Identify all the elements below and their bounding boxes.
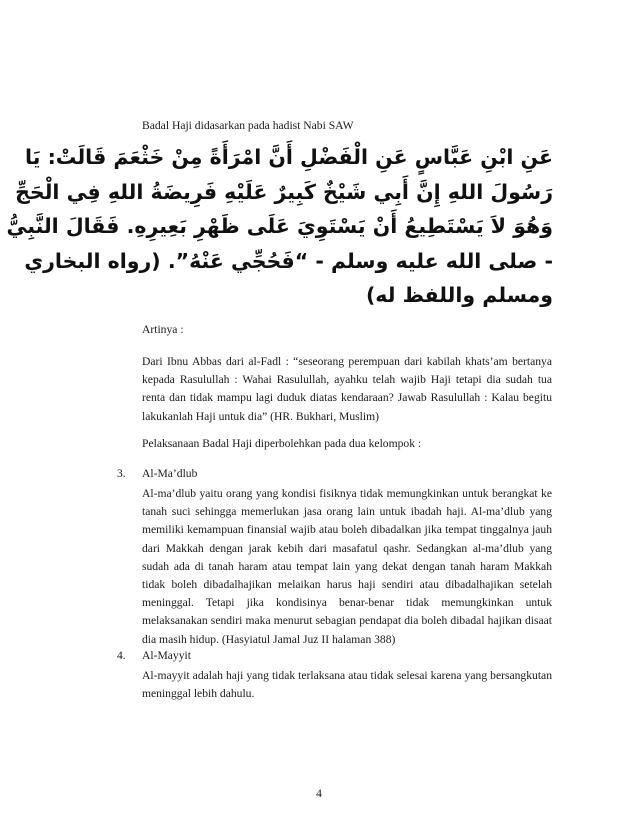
list-number: 4. <box>117 649 126 662</box>
page-number: 4 <box>316 787 322 800</box>
pelaksanaan-text: Pelaksanaan Badal Haji diperbolehkan pada dua kelompok : <box>142 437 422 450</box>
arabic-line: رَسُولَ اللهِ إِنَّ أَبِي شَيْخٌ كَبِيرٌ عَلَيْهِ فَرِيضَةُ اللهِ فِي الْحَجِّ <box>15 179 553 204</box>
arabic-line: وَهُوَ لاَ يَسْتَطِيعُ أَنْ يَسْتَوِيَ عَلَى ظَهْرِ بَعِيرِهِ. فَقَالَ النَّبِيُّ <box>6 214 553 238</box>
arabic-line: - صلى الله عليه وسلم - “فَحُجِّي عَنْهُ”. (رواه البخاري <box>24 248 553 273</box>
list-item-body: Al-ma’dlub yaitu orang yang kondisi fisiknya tidak memungkinkan untuk berangkat ke tanah suci sehingga memerlukan jasa orang lain untuk ibadah haji. Al-ma’dlub yang memiliki kemampuan finansial wajib atau boleh dibadalkan jika tempat tinggalnya jauh dari Makkah dengan jarak kebih dari masafatul qashr. Sedangkan al-ma’dlub yang sudah ada di tanah haram atau tempat lain yang dekat dengan tanah haram Makkah tidak boleh dibadalhajikan melaikan harus haji sendiri atau dibadalhajikan setelah meninggal. Tetapi jika kondisinya benar-benar tidak memungkinkan untuk melaksanakan sendiri maka menurut sebagian pendapat dia boleh dibadal hajikan disaat dia masih hidup. (Hasyiatul Jamal Juz II halaman 388) <box>142 487 552 646</box>
list-item-title: Al-Mayyit <box>142 649 191 662</box>
arabic-hadith <box>6 140 553 313</box>
list-item-body: Al-mayyit adalah haji yang tidak terlaksana atau tidak selesai karena yang bersangkutan meninggal lebih dahulu. <box>142 669 552 701</box>
intro-text: Badal Haji didasarkan pada hadist Nabi SAW <box>142 119 354 132</box>
translation-paragraph: Dari Ibnu Abbas dari al-Fadl : “seseorang perempuan dari kabilah khats’am bertanya kepada Rasulullah : Wahai Rasulullah, ayahku telah wajib Haji tetapi dia sudah tua renta dan tidak mampu lagi duduk diatas kendaraan? Jawab Rasulullah : Kalau begitu lakukanlah Haji untuk dia” (HR. Bukhari, Muslim) <box>142 355 552 423</box>
list-number: 3. <box>117 467 126 480</box>
arabic-line: ومسلم واللفظ له) <box>365 283 553 307</box>
list-item-title: Al-Ma’dlub <box>142 467 198 480</box>
arabic-line: عَنِ ابْنِ عَبَّاسٍ عَنِ الْفَضْلِ أَنَّ امْرَأَةً مِنْ خَثْعَمَ قَالَتْ: يَا <box>25 145 553 169</box>
artinya-label: Artinya : <box>142 323 184 336</box>
